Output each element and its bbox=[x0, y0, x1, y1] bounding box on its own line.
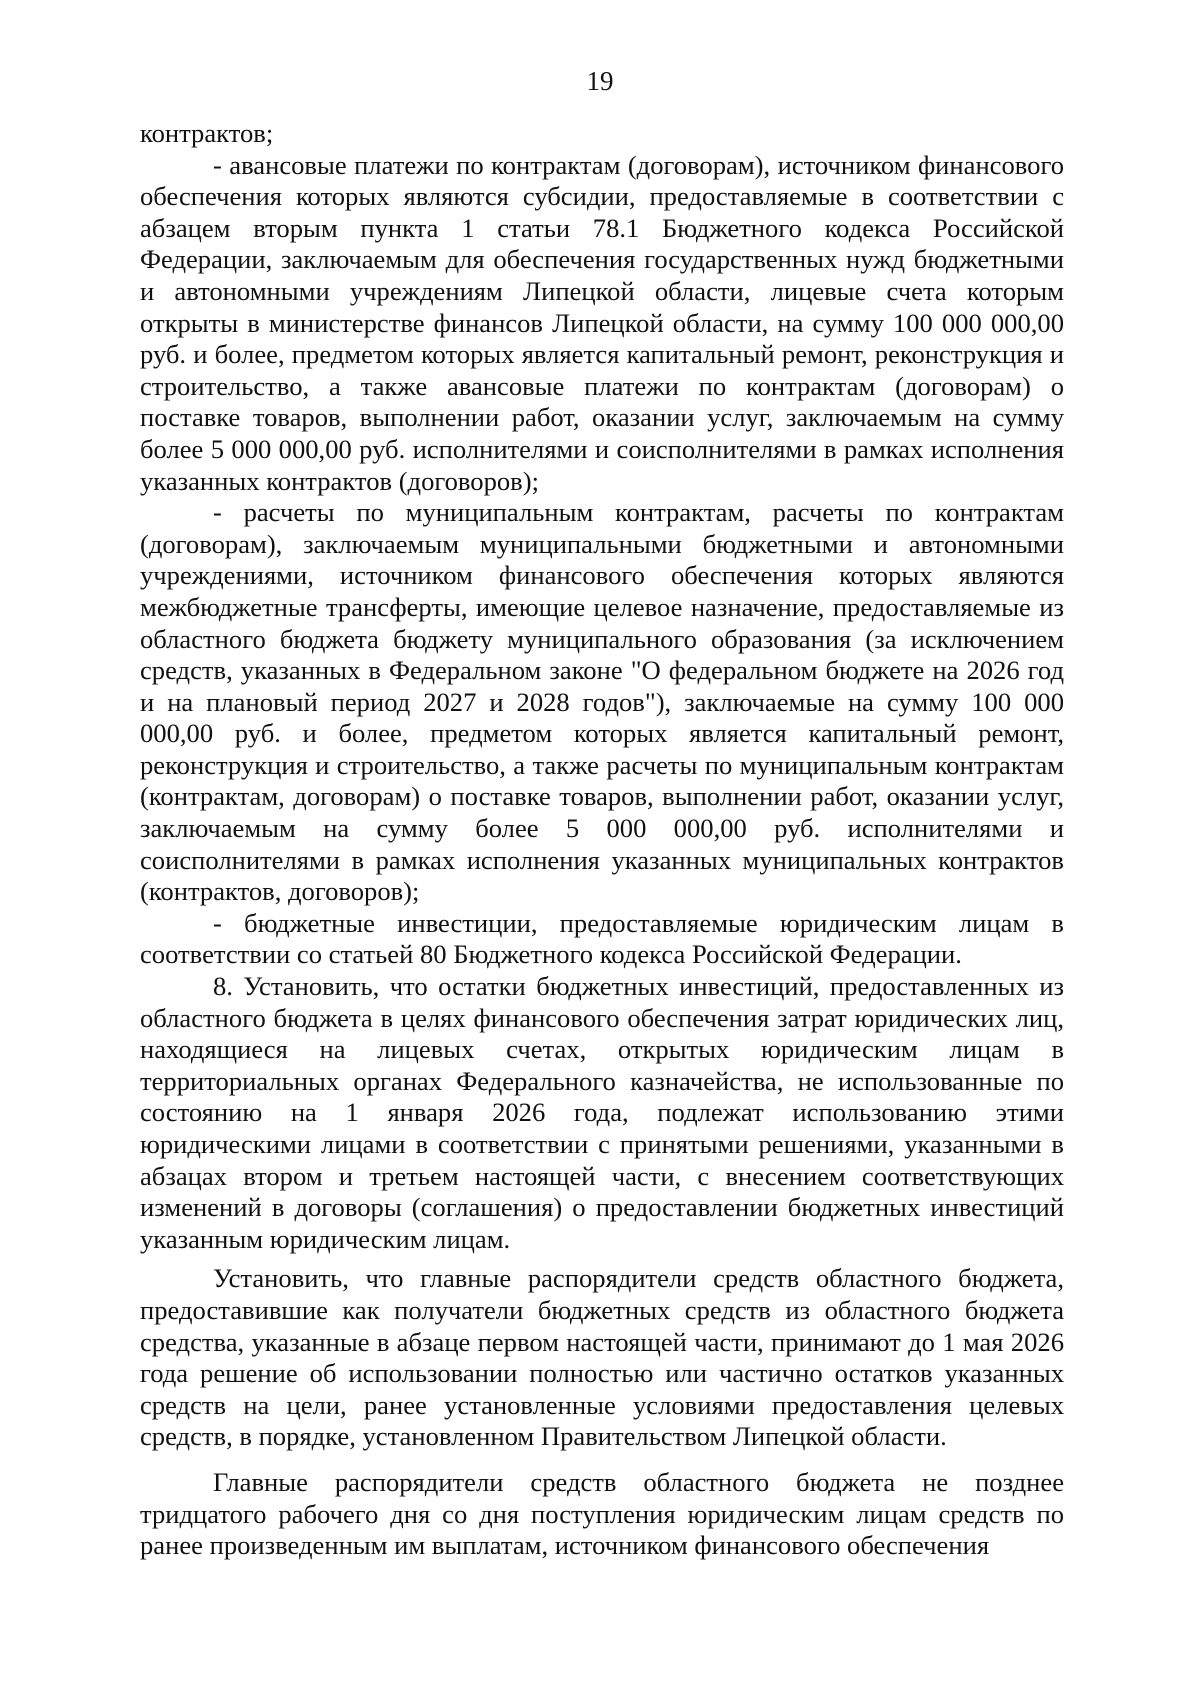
paragraph-budget-investments: - бюджетные инвестиции, предоставляемые юридическим лицам в соответствии со статьей 80 Бюджетного кодекса Российской Федерации. bbox=[140, 907, 1064, 970]
page-number: 19 bbox=[586, 66, 614, 96]
paragraph-contracts-end: контрактов; bbox=[140, 118, 274, 148]
paragraph-advance-payments: - авансовые платежи по контрактам (договорам), источником финансового обеспечения которых являются субсидии, предоставляемые в соответствии с абзацем вторым пункта 1 статьи 78.1 Бюджетного кодекса Российской Федерации, заключаемым для обеспечения государственных нужд бюджетными и автономными учреждениям Липецкой области, лицевые счета которым открыты в министерстве финансов Липецкой области, на сумму 100 000 000,00 руб. и более, предметом которых является капитальный ремонт, реконструкция и строительство, а также авансовые платежи по контрактам (договорам) о поставке товаров, выполнении работ, оказании услуг, заключаемым на сумму более 5 000 000,00 руб. исполнителями и соисполнителями в рамках исполнения указанных контрактов (договоров); bbox=[140, 149, 1064, 496]
paragraph-main-managers-decision: Установить, что главные распорядители средств областного бюджета, предоставившие как получатели бюджетных средств из областного бюджета средства, указанные в абзаце первом настоящей части, принимают до 1 мая 2026 года решение об использовании полностью или частично остатков указанных средств на цели, ранее установленные условиями предоставления целевых средств, в порядке, установленном Правительством Липецкой области. bbox=[140, 1263, 1064, 1452]
paragraph-main-managers-deadline: Главные распорядители средств областного бюджета не позднее тридцатого рабочего дня со дня поступления юридическим лицам средств по ранее произведенным им выплатам, источником финансового обеспечения bbox=[140, 1466, 1064, 1561]
paragraph-item-8: 8. Установить, что остатки бюджетных инвестиций, предоставленных из областного бюджета в целях финансового обеспечения затрат юридических лиц, находящиеся на лицевых счетах, открытых юридическим лицам в территориальных органах Федерального казначейства, не использованные по состоянию на 1 января 2026 года, подлежат использованию этими юридическими лицами в соответствии с принятыми решениями, указанными в абзацах втором и третьем настоящей части, с внесением соответствующих изменений в договоры (соглашения) о предоставлении бюджетных инвестиций указанным юридическим лицам. bbox=[140, 971, 1064, 1254]
paragraph-municipal-settlements: - расчеты по муниципальным контрактам, расчеты по контрактам (договорам), заключаемым муниципальными бюджетными и автономными учреждениями, источником финансового обеспечения которых являются межбюджетные трансферты, имеющие целевое назначение, предоставляемые из областного бюджета бюджету муниципального образования (за исключением средств, указанных в Федеральном законе "О федеральном бюджете на 2026 год и на плановый период 2027 и 2028 годов"), заключаемые на сумму 100 000 000,00 руб. и более, предметом которых является капитальный ремонт, реконструкция и строительство, а также расчеты по муниципальным контрактам (контрактам, договорам) о поставке товаров, выполнении работ, оказании услуг, заключаемым на сумму более 5 000 000,00 руб. исполнителями и соисполнителями в рамках исполнения указанных муниципальных контрактов (контрактов, договоров); bbox=[140, 497, 1064, 907]
document-body bbox=[140, 118, 1064, 1562]
